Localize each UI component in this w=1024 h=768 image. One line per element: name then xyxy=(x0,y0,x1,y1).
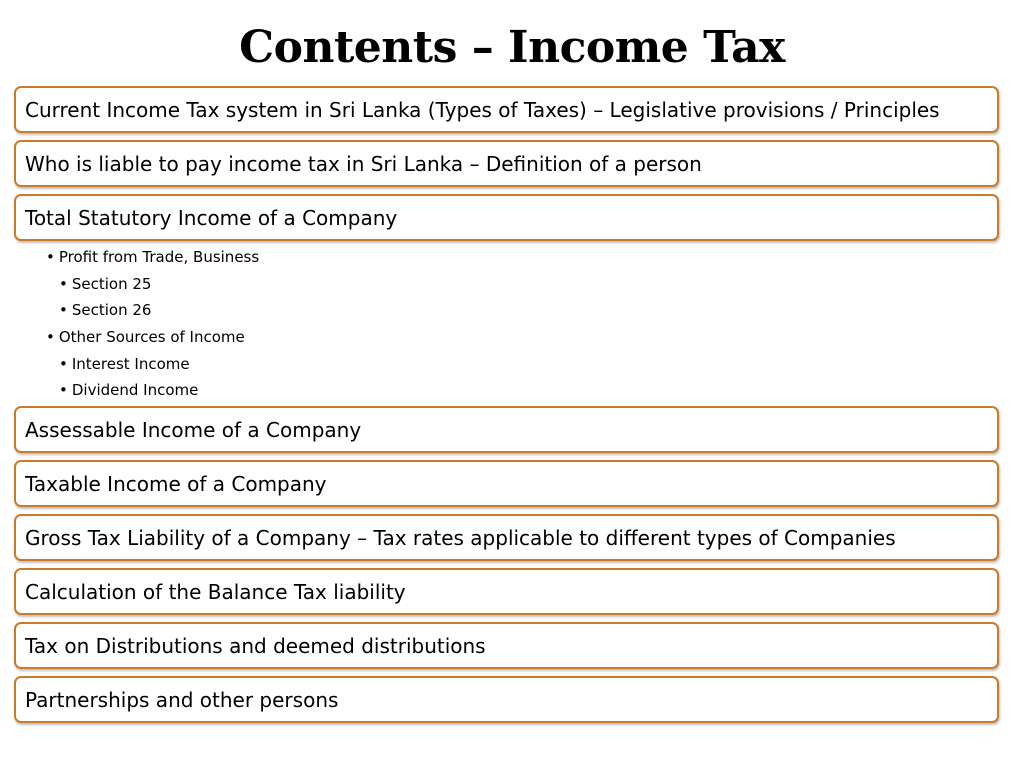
bullet-icon: • xyxy=(59,274,68,293)
slide-title: Contents – Income Tax xyxy=(239,22,785,73)
content-item-tax-on-distributions: Tax on Distributions and deemed distributions xyxy=(14,622,999,669)
content-item-income-tax-system: Current Income Tax system in Sri Lanka (Types of Taxes) – Legislative provisions / Principles xyxy=(14,86,999,133)
content-item-gross-tax-liability: Gross Tax Liability of a Company – Tax rates applicable to different types of Companies xyxy=(14,514,999,561)
sub-item-section-25: • Section 25 xyxy=(59,274,152,293)
sub-item-profit-trade: • Profit from Trade, Business xyxy=(46,248,260,266)
bullet-icon: • xyxy=(59,381,68,400)
bullet-icon: • xyxy=(46,328,55,347)
sub-item-dividend-income: • Dividend Income xyxy=(59,381,199,400)
sub-item-other-sources: • Other Sources of Income xyxy=(46,328,245,347)
content-item-balance-tax-liability: Calculation of the Balance Tax liability xyxy=(14,568,999,615)
content-item-total-statutory-income: Total Statutory Income of a Company xyxy=(14,194,999,241)
bullet-icon: • xyxy=(59,301,68,320)
sub-item-section-26: • Section 26 xyxy=(59,301,152,320)
sub-item-interest-income: • Interest Income xyxy=(59,354,190,373)
content-item-liable-person: Who is liable to pay income tax in Sri Lanka – Definition of a person xyxy=(14,140,999,187)
sub-item-list xyxy=(46,244,259,404)
content-item-taxable-income: Taxable Income of a Company xyxy=(14,460,999,507)
bullet-icon: • xyxy=(46,248,55,266)
bullet-icon: • xyxy=(59,354,68,373)
content-item-assessable-income: Assessable Income of a Company xyxy=(14,406,999,453)
content-item-partnerships: Partnerships and other persons xyxy=(14,676,999,723)
